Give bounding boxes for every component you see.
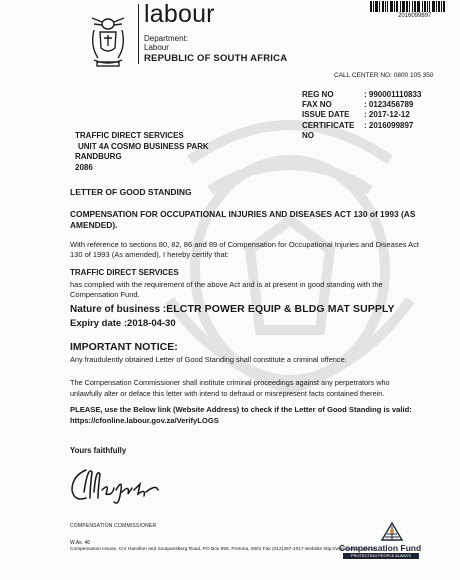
reference-value: : 990001110833 [364,90,422,99]
compensation-fund-logo-icon [380,520,404,544]
reference-block [302,90,421,141]
address-company: TRAFFIC DIRECT SERVICES [75,131,184,140]
reference-row [302,121,421,141]
coat-of-arms-icon [88,16,128,68]
department-name: Labour [144,43,169,52]
reference-value: : 0123456789 [364,100,414,110]
compliance-paragraph [70,280,450,300]
signatory-title: COMPENSATION COMMISSIONER [70,523,157,529]
recipient-address [75,131,209,173]
act-line: AMENDED). [70,220,118,230]
paragraph-line: Compensation Fund. [70,290,140,299]
reference-label: CERTIFICATE NO [302,120,355,140]
form-code: W.As. 46 [70,540,91,546]
reference-value: : 2016099897 [364,120,414,130]
reference-paragraph [70,240,450,260]
department-label: Department: [144,34,189,43]
address-line2: RANDBURG [75,152,122,161]
letter-title: LETTER OF GOOD STANDING [70,187,192,197]
act-line: COMPENSATION FOR OCCUPATIONAL INJURIES AND DISEASES ACT 130 of 1993 (AS [70,209,416,219]
reference-label: REG NO [302,90,334,99]
nature-of-business [70,303,450,315]
reference-row [302,100,421,110]
logo-divider [138,4,139,64]
paragraph-line: PLEASE, use the Below link (Website Address) to check if the Letter of Good Standing is valid: [70,405,412,414]
logo-text: labour [144,0,215,28]
paragraph-line: The Compensation Commissioner shall institute criminal proceedings against any perpetrators who [70,378,390,387]
act-heading [70,209,455,231]
reference-label: ISSUE DATE [302,110,350,120]
fund-name: Compensation Fund [339,543,422,553]
verify-paragraph [70,405,455,426]
barcode [370,1,456,12]
address-postal-code: 2086 [75,162,93,172]
fund-tagline: PROTECTING PEOPLE ALWAYS [350,553,412,558]
call-center: CALL CENTER NO: 0800 105 350 [334,72,434,79]
notice-text: Any fraudulently obtained Letter of Good Standing shall constitute a criminal offence. [70,355,347,364]
commissioner-paragraph [70,378,455,399]
verify-link[interactable]: https://cfonline.labour.gov.za/VerifyLOGS [70,415,219,425]
fund-tagline-bar [343,553,419,559]
paragraph-line: With reference to sections 80, 82, 86 and 89 of Compensation for Occupational Injuries and Diseases Act [70,240,419,249]
notice-heading: IMPORTANT NOTICE: [70,341,178,353]
barcode-number: 2016099897 [398,13,432,19]
expiry-date [70,318,450,329]
reference-label: FAX NO [302,100,332,110]
paragraph-line: has complied with the requirement of the above Act and is at present in good standing with the [70,280,383,289]
nature-value: ELCTR POWER EQUIP & BLDG MAT SUPPLY [166,303,395,315]
certified-company: TRAFFIC DIRECT SERVICES [70,268,179,277]
expiry-label: Expiry date : [70,318,128,329]
reference-value: : 2017-12-12 [364,110,410,120]
address-line1: UNIT 4A COSMO BUSINESS PARK [78,141,209,151]
reference-row [302,110,421,120]
footer-address: Compensation House, Cnr Hamilton and Soutpansberg Road, PO Box 955, Pretoria, 0001 Fax (012)357-1017 Website http://www.labour.gov.za [70,547,376,552]
closing-salutation: Yours faithfully [70,446,127,455]
paragraph-line: 130 of 1993 (As amended), I hereby certify that: [70,250,229,259]
paragraph-line: unlawfully alter or deface this letter with intend to defraud or misrepresent facts contained therein. [70,388,385,398]
reference-row [302,90,421,100]
nature-label: Nature of business : [70,304,167,315]
signature-icon [66,462,166,506]
country-name: REPUBLIC OF SOUTH AFRICA [144,53,288,64]
expiry-value: 2018-04-30 [127,318,176,329]
